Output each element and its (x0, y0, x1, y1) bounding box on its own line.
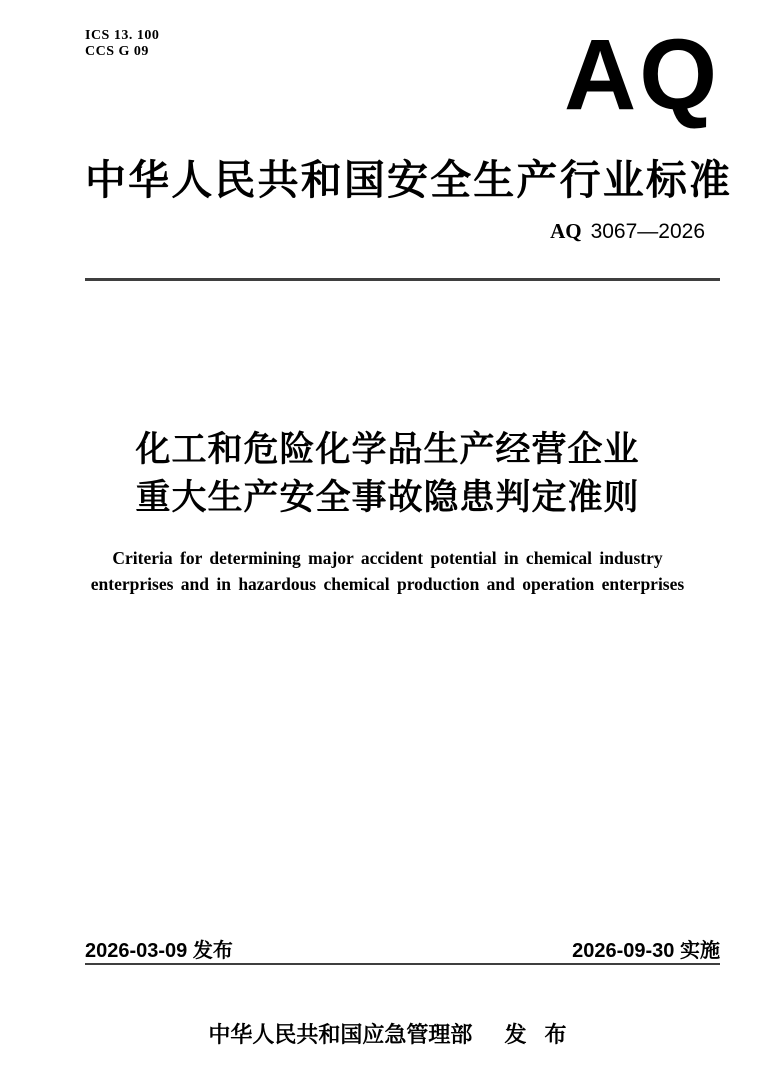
issue-date: 2026-03-09 发布 (85, 940, 233, 962)
standard-category-title: 中华人民共和国安全生产行业标准 (85, 157, 730, 203)
document-title-cn-line1: 化工和危险化学品生产经营企业 (135, 430, 640, 469)
document-title-en (0, 545, 775, 597)
ics-code: ICS 13. 100 (85, 28, 160, 43)
aq-standard-logo: AQ (564, 19, 720, 131)
publish-label: 发 布 (504, 1022, 567, 1047)
document-title-en-line1: Criteria for determining major accident potential in chemical industry (112, 548, 663, 568)
document-title-cn-line2: 重大生产安全事故隐患判定准则 (135, 478, 640, 517)
document-title-cn (0, 426, 775, 522)
document-title-en-line2: enterprises and in hazardous chemical production and operation enterprises (90, 574, 685, 594)
classification-codes (85, 28, 159, 60)
standard-number-prefix: AQ (550, 219, 582, 243)
standard-number (550, 219, 705, 244)
footer-divider-rule (85, 963, 720, 965)
standard-number-digits: 3067—2026 (590, 220, 705, 243)
publisher-name: 中华人民共和国应急管理部 (208, 1022, 473, 1047)
ccs-code: CCS G 09 (85, 44, 149, 59)
dates-row (85, 934, 720, 963)
publisher-row (0, 1018, 775, 1049)
header-divider-rule (85, 278, 720, 281)
implement-date: 2026-09-30 实施 (572, 940, 720, 962)
